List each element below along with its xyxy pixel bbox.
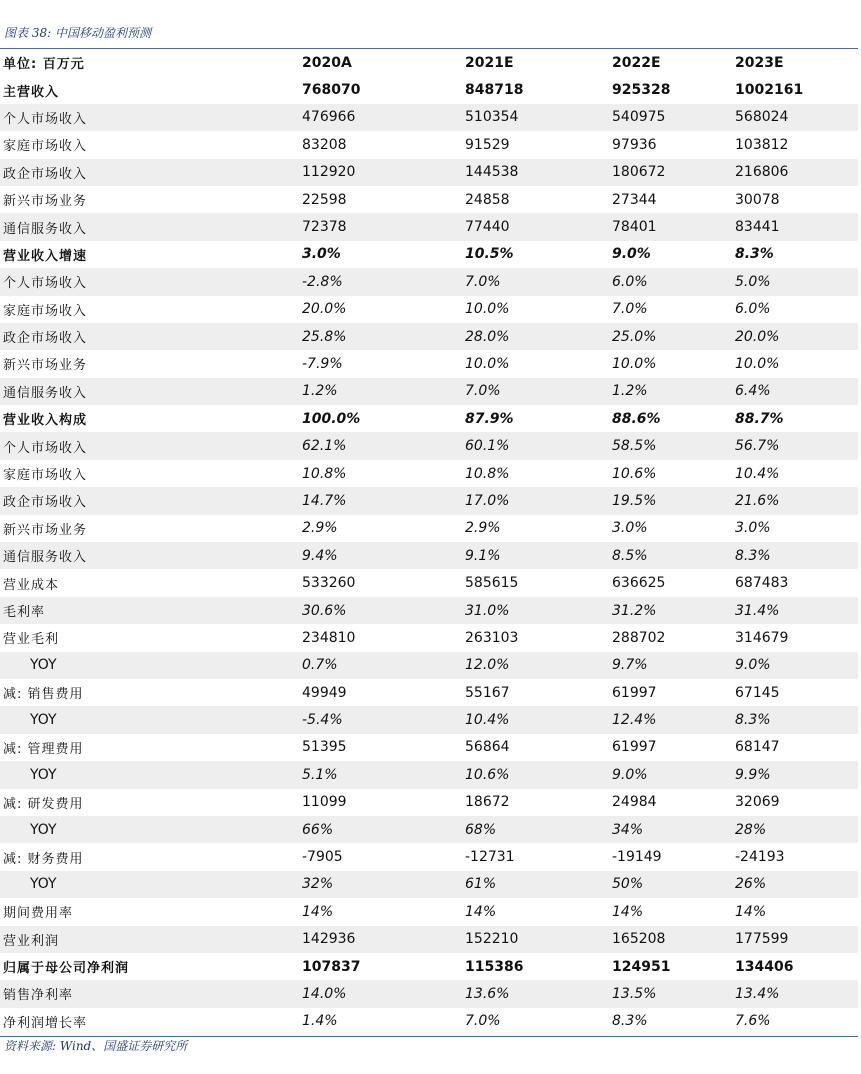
row-value: -7905: [302, 849, 343, 866]
row-label: 营业成本: [3, 577, 60, 593]
row-value: 14%: [612, 903, 644, 920]
row-value: 5.1%: [302, 766, 338, 783]
row-value: 10.6%: [465, 766, 510, 783]
table-row: [0, 296, 858, 323]
row-value: 152210: [465, 931, 519, 948]
row-value: 19.5%: [612, 492, 657, 509]
row-value: 68147: [735, 739, 780, 756]
row-value: 28%: [735, 821, 767, 838]
row-value: 8.3%: [735, 712, 771, 729]
row-value: 10.8%: [465, 465, 510, 482]
row-value: 7.0%: [465, 1013, 501, 1030]
row-value: 1.4%: [302, 1013, 338, 1030]
row-value: 687483: [735, 575, 789, 592]
row-value: 56864: [465, 739, 510, 756]
table-row: [0, 159, 858, 186]
table-row: [0, 268, 858, 295]
row-value: 3.0%: [612, 520, 648, 537]
row-label: 政企市场收入: [3, 495, 88, 511]
table-row: [0, 1008, 858, 1035]
row-value: 61997: [612, 739, 657, 756]
row-value: 27344: [612, 191, 657, 208]
row-label: 新兴市场业务: [3, 194, 88, 210]
row-value: 3.0%: [735, 520, 771, 537]
row-value: 9.9%: [735, 766, 771, 783]
table-row: [0, 652, 858, 679]
row-value: 66%: [302, 821, 334, 838]
row-value: 9.1%: [465, 547, 501, 564]
row-value: 25.8%: [302, 328, 347, 345]
row-label: 减: 销售费用: [3, 687, 84, 703]
table-row: [0, 213, 858, 240]
row-value: 55167: [465, 684, 510, 701]
row-value: 2.9%: [465, 520, 501, 537]
row-value: 112920: [302, 164, 356, 181]
row-label: YOY: [30, 821, 57, 838]
table-row: [0, 460, 858, 487]
row-value: 10.4%: [465, 712, 510, 729]
row-value: 7.6%: [735, 1013, 771, 1030]
row-label: YOY: [30, 766, 57, 783]
row-value: 1.2%: [302, 383, 338, 400]
year-header: 2020A: [302, 54, 352, 71]
row-label: 家庭市场收入: [3, 139, 88, 155]
row-label: 个人市场收入: [3, 440, 88, 456]
table-row: [0, 405, 858, 432]
row-value: -7.9%: [302, 355, 343, 372]
table-row: [0, 542, 858, 569]
row-value: 234810: [302, 629, 356, 646]
row-value: 30078: [735, 191, 780, 208]
row-value: 177599: [735, 931, 789, 948]
row-label: 个人市场收入: [3, 276, 88, 292]
row-value: 31.0%: [465, 602, 510, 619]
row-value: 476966: [302, 109, 356, 126]
table-header-row: [0, 49, 858, 76]
table-row: [0, 843, 858, 870]
row-label: 家庭市场收入: [3, 468, 88, 484]
row-value: 13.6%: [465, 985, 510, 1002]
row-value: 83441: [735, 219, 780, 236]
row-value: 6.4%: [735, 383, 771, 400]
row-label: 减: 财务费用: [3, 851, 84, 867]
row-label: 家庭市场收入: [3, 303, 88, 319]
row-label: 主营收入: [3, 84, 60, 100]
table-row: [0, 706, 858, 733]
row-value: 925328: [612, 82, 671, 99]
table-row: [0, 432, 858, 459]
row-value: 5.0%: [735, 273, 771, 290]
table-row: [0, 679, 858, 706]
row-value: 9.0%: [735, 657, 771, 674]
table-body: [0, 76, 858, 1035]
row-label: 减: 研发费用: [3, 796, 84, 812]
row-value: 568024: [735, 109, 789, 126]
table-row: [0, 734, 858, 761]
row-value: 88.6%: [612, 410, 661, 427]
row-value: 9.0%: [612, 246, 651, 263]
row-value: 62.1%: [302, 438, 347, 455]
row-value: 13.5%: [612, 985, 657, 1002]
row-value: 533260: [302, 575, 356, 592]
row-value: 58.5%: [612, 438, 657, 455]
row-value: 6.0%: [735, 301, 771, 318]
row-value: -12731: [465, 849, 515, 866]
row-value: 585615: [465, 575, 519, 592]
table-row: [0, 789, 858, 816]
row-value: 51395: [302, 739, 347, 756]
row-value: 10.4%: [735, 465, 780, 482]
row-label: 减: 管理费用: [3, 741, 84, 757]
table-row: [0, 350, 858, 377]
row-label: 通信服务收入: [3, 385, 88, 401]
row-value: 3.0%: [302, 246, 341, 263]
row-value: 768070: [302, 82, 361, 99]
table-row: [0, 186, 858, 213]
year-header: 2022E: [612, 54, 661, 71]
row-value: 10.0%: [465, 301, 510, 318]
row-value: 8.3%: [612, 1013, 648, 1030]
row-value: 72378: [302, 219, 347, 236]
unit-label: 单位: 百万元: [3, 57, 85, 73]
row-value: -2.8%: [302, 273, 343, 290]
row-value: 8.5%: [612, 547, 648, 564]
figure-caption: 图表 38: 中国移动盈利预测: [4, 26, 151, 40]
row-label: YOY: [30, 876, 57, 893]
row-value: 26%: [735, 876, 767, 893]
row-value: 61997: [612, 684, 657, 701]
row-value: 18672: [465, 794, 510, 811]
row-value: 67145: [735, 684, 780, 701]
row-value: 68%: [465, 821, 497, 838]
row-value: 25.0%: [612, 328, 657, 345]
table-row: [0, 624, 858, 651]
table-row: [0, 323, 858, 350]
row-value: 22598: [302, 191, 347, 208]
row-value: 11099: [302, 794, 347, 811]
row-value: 165208: [612, 931, 666, 948]
table-row: [0, 597, 858, 624]
row-value: 61%: [465, 876, 497, 893]
row-value: 1002161: [735, 82, 804, 99]
table-row: [0, 487, 858, 514]
row-value: 7.0%: [612, 301, 648, 318]
table-row: [0, 871, 858, 898]
year-header: 2021E: [465, 54, 514, 71]
row-value: 314679: [735, 629, 789, 646]
table-row: [0, 76, 858, 103]
row-label: 营业收入增速: [3, 248, 88, 264]
row-value: 14%: [465, 903, 497, 920]
table-row: [0, 104, 858, 131]
row-value: 510354: [465, 109, 519, 126]
row-value: 107837: [302, 958, 361, 975]
row-value: 10.0%: [735, 355, 780, 372]
row-value: 144538: [465, 164, 519, 181]
row-value: -5.4%: [302, 712, 343, 729]
table-row: [0, 131, 858, 158]
row-value: 263103: [465, 629, 519, 646]
row-value: 12.0%: [465, 657, 510, 674]
row-label: YOY: [30, 712, 57, 729]
row-value: 97936: [612, 136, 657, 153]
table-row: [0, 816, 858, 843]
table-row: [0, 569, 858, 596]
row-value: 7.0%: [465, 273, 501, 290]
row-value: 14.7%: [302, 492, 347, 509]
row-value: 142936: [302, 931, 356, 948]
row-value: 10.0%: [465, 355, 510, 372]
table-row: [0, 898, 858, 925]
row-value: 77440: [465, 219, 510, 236]
row-value: 100.0%: [302, 410, 361, 427]
row-value: 134406: [735, 958, 794, 975]
source-note: 资料来源: Wind、国盛证券研究所: [4, 1039, 188, 1053]
row-label: 销售净利率: [3, 988, 74, 1004]
row-value: 124951: [612, 958, 671, 975]
row-value: 2.9%: [302, 520, 338, 537]
row-value: 31.4%: [735, 602, 780, 619]
row-label: 毛利率: [3, 605, 46, 620]
table-row: [0, 378, 858, 405]
table-row: [0, 980, 858, 1007]
row-value: 8.3%: [735, 547, 771, 564]
row-value: 115386: [465, 958, 524, 975]
row-label: YOY: [30, 657, 57, 674]
row-label: 营业利润: [3, 933, 60, 949]
row-value: 91529: [465, 136, 510, 153]
row-value: 14%: [302, 903, 334, 920]
row-label: 政企市场收入: [3, 166, 88, 182]
row-value: 88.7%: [735, 410, 784, 427]
row-value: 0.7%: [302, 657, 338, 674]
row-value: 20.0%: [735, 328, 780, 345]
row-label: 通信服务收入: [3, 221, 88, 237]
row-value: 21.6%: [735, 492, 780, 509]
row-value: 28.0%: [465, 328, 510, 345]
row-value: 8.3%: [735, 246, 774, 263]
row-value: 20.0%: [302, 301, 347, 318]
row-value: -19149: [612, 849, 662, 866]
row-value: 180672: [612, 164, 666, 181]
row-value: 848718: [465, 82, 524, 99]
row-label: 归属于母公司净利润: [3, 961, 130, 977]
forecast-table: [0, 49, 858, 1035]
row-value: 6.0%: [612, 273, 648, 290]
row-label: 净利润增长率: [3, 1015, 88, 1031]
row-label: 政企市场收入: [3, 331, 88, 347]
row-label: 通信服务收入: [3, 550, 88, 566]
table-row: [0, 241, 858, 268]
row-value: 103812: [735, 136, 789, 153]
row-label: 新兴市场业务: [3, 358, 88, 374]
table-row: [0, 761, 858, 788]
row-value: 1.2%: [612, 383, 648, 400]
row-value: 10.5%: [465, 246, 514, 263]
row-value: 32069: [735, 794, 780, 811]
row-value: -24193: [735, 849, 785, 866]
row-value: 288702: [612, 629, 666, 646]
row-value: 87.9%: [465, 410, 514, 427]
row-value: 10.8%: [302, 465, 347, 482]
row-value: 50%: [612, 876, 644, 893]
row-value: 49949: [302, 684, 347, 701]
row-label: 期间费用率: [3, 906, 74, 922]
row-value: 34%: [612, 821, 644, 838]
row-value: 540975: [612, 109, 666, 126]
row-value: 9.4%: [302, 547, 338, 564]
row-value: 216806: [735, 164, 789, 181]
row-value: 636625: [612, 575, 666, 592]
row-value: 12.4%: [612, 712, 657, 729]
row-value: 31.2%: [612, 602, 657, 619]
table-row: [0, 926, 858, 953]
row-value: 83208: [302, 136, 347, 153]
row-value: 56.7%: [735, 438, 780, 455]
row-value: 14.0%: [302, 985, 347, 1002]
year-header: 2023E: [735, 54, 784, 71]
row-value: 24984: [612, 794, 657, 811]
row-value: 10.0%: [612, 355, 657, 372]
row-value: 32%: [302, 876, 334, 893]
table-row: [0, 953, 858, 980]
row-value: 14%: [735, 903, 767, 920]
row-label: 个人市场收入: [3, 111, 88, 127]
row-value: 30.6%: [302, 602, 347, 619]
row-label: 新兴市场业务: [3, 522, 88, 538]
row-value: 17.0%: [465, 492, 510, 509]
row-label: 营业毛利: [3, 632, 60, 648]
row-value: 7.0%: [465, 383, 501, 400]
table-row: [0, 515, 858, 542]
row-value: 9.0%: [612, 766, 648, 783]
row-label: 营业收入构成: [3, 413, 88, 429]
row-value: 24858: [465, 191, 510, 208]
row-value: 60.1%: [465, 438, 510, 455]
row-value: 13.4%: [735, 985, 780, 1002]
row-value: 78401: [612, 219, 657, 236]
row-value: 10.6%: [612, 465, 657, 482]
row-value: 9.7%: [612, 657, 648, 674]
